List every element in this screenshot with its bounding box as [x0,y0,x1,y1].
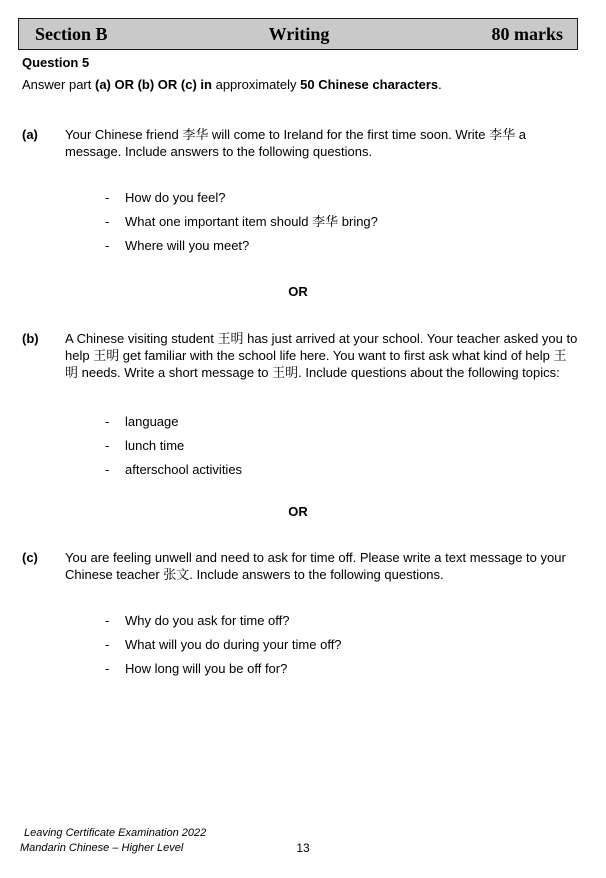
bullet-item [105,661,578,677]
bullet-item [105,238,578,254]
section-header-bar [18,18,578,50]
bullet-text: lunch time [125,438,185,453]
bullet-item [105,414,578,430]
part-c [22,549,578,583]
instruction-bold-options: (a) OR (b) OR (c) in [94,77,212,92]
bullet-text: Where will you meet? [125,238,250,253]
part-b-text: A Chinese visiting student 王明 has just arrived at your school. Your teacher asked you to help 王明 get familiar with the school life here. You want to first ask what kind of help 王明 needs. Write a short message to 王明. Include questions about the following topics: [65,331,578,380]
question-number: Question 5 [22,55,90,70]
bullet-item [105,438,578,454]
bullet-item [105,190,578,206]
section-label: Section B [35,23,108,44]
marks-label: 80 marks [491,23,563,44]
or-separator: OR [288,284,308,299]
bullet-marker: - [105,637,110,652]
bullet-marker: - [105,190,110,205]
bullet-text: What will you do during your time off? [125,637,342,652]
part-c-text: You are feeling unwell and need to ask for time off. Please write a text message to your Chinese teacher 张文. Include answers to the following questions. [65,550,566,582]
bullet-item [105,613,578,629]
part-c-label: (c) [22,550,38,565]
bullet-text: How do you feel? [125,190,226,205]
part-a [22,126,578,160]
bullet-text: Why do you ask for time off? [125,613,290,628]
bullet-item [105,637,578,653]
bullet-item [105,214,578,230]
bullet-marker: - [105,214,110,229]
bullet-text: afterschool activities [125,462,243,477]
or-separator: OR [288,504,308,519]
part-a-label: (a) [22,127,38,142]
instruction-bold-length: 50 Chinese characters [300,77,439,92]
part-a-text: Your Chinese friend 李华 will come to Ireland for the first time soon. Write 李华 a message. Include answers to the following questions. [65,127,526,159]
bullet-marker: - [105,414,110,429]
bullet-marker: - [105,438,110,453]
part-c-bullet-list [105,613,578,677]
instruction-line [22,77,578,93]
footer-level: Mandarin Chinese – Higher Level [20,842,184,854]
part-b [22,330,578,381]
bullet-text: language [125,414,179,429]
instruction-suffix: . [438,77,442,92]
bullet-marker: - [105,238,110,253]
page-number: 13 [296,841,310,855]
part-a-bullet-list [105,190,578,254]
bullet-marker: - [105,613,110,628]
paper-title: Writing [268,23,330,44]
part-b-label: (b) [22,331,39,346]
instruction-mid: approximately [211,77,301,92]
instruction-prefix: Answer part [22,77,95,92]
bullet-marker: - [105,661,110,676]
part-b-bullet-list [105,414,578,478]
bullet-item [105,462,578,478]
footer-exam-name: Leaving Certificate Examination 2022 [24,827,207,839]
bullet-text: How long will you be off for? [125,661,288,676]
bullet-text: What one important item should 李华 bring? [125,214,378,229]
bullet-marker: - [105,462,110,477]
